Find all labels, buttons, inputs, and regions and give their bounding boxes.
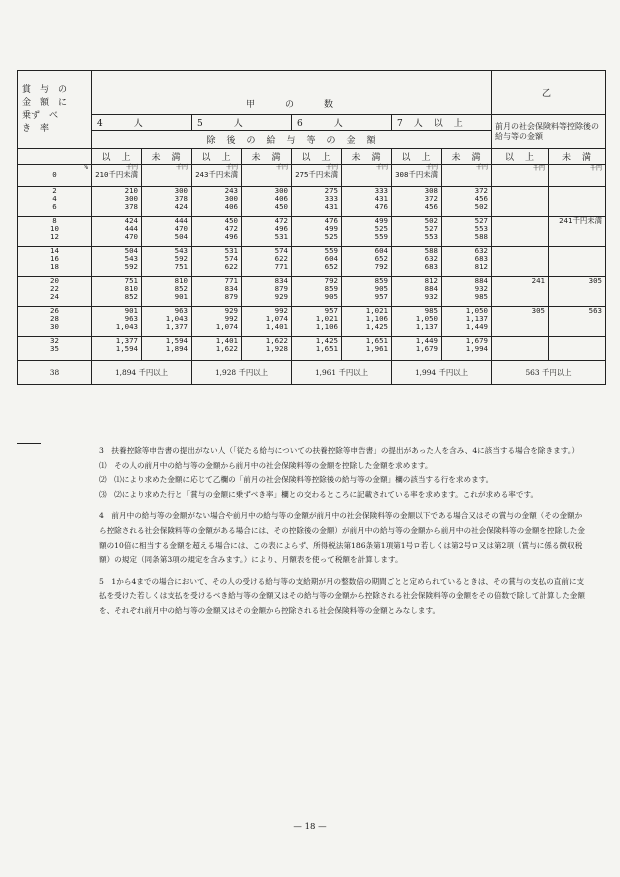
sen-yen-unit: 千円 xyxy=(325,164,338,171)
amount-cell: 333 431 476 xyxy=(342,187,392,217)
col-miman: 未 満 xyxy=(342,149,392,165)
ko-ijou-cell xyxy=(492,277,549,307)
dependents-header: 甲 の 数 xyxy=(92,93,492,115)
amount-cell: 472 496 531 xyxy=(242,217,292,247)
note-5: 5 1から4までの場合において、その人の受ける給与等の支給期が月の整数倍の期間ごとと定められているときは、その賞与の支払の直前に支払を受けた若しくは支払を受けるべき給与等の金額又はその給与等の金額から控除される社会保険料等の金額をその倍数で除して計算した金額を、それぞれ前月中の給与等の金額又はその金額から控除される社会保険料等の金額とみなします。 xyxy=(99,576,585,615)
rate-cell: 26 28 30 xyxy=(18,307,92,337)
amount-cell xyxy=(92,165,142,187)
amount-cell: 929 992 1,074 xyxy=(192,307,242,337)
ko-ijou-cell xyxy=(492,247,549,277)
amount-cell: 1,679 1,994 xyxy=(442,337,492,361)
ko-value: 305 xyxy=(531,306,545,315)
rate-cell: 14 16 18 xyxy=(18,247,92,277)
amount-cell: 543 592 751 xyxy=(142,247,192,277)
note-3-2: ⑵ ⑴により求めた金額に応じて乙欄の「前月の社会保険料等控除後の給与等の金額」欄の該当する行を求めます。 xyxy=(99,475,494,485)
col-ijou: 以 上 xyxy=(392,149,442,165)
amount-cell: 810 852 901 xyxy=(142,277,192,307)
amount-cell: 1,377 1,594 xyxy=(92,337,142,361)
ko-ijou-cell xyxy=(492,217,549,247)
amount-over-cell: 563 千円以上 xyxy=(492,361,606,385)
dependents-7-plus: 7 人 以 上 xyxy=(392,115,492,131)
sen-yen-unit: 千円 xyxy=(590,165,603,172)
note-3: 3 扶養控除等申告書の提出がない人（「従たる給与についての扶養控除等申告書」の提出があった人を含み、4に該当する場合を除きます。） xyxy=(99,446,580,455)
table-row xyxy=(18,165,606,187)
ko-ijou-cell xyxy=(492,165,549,187)
rate-cell: 8 10 12 xyxy=(18,217,92,247)
amount-over-cell: 1,961 千円以上 xyxy=(292,361,392,385)
ko-ijou-cell xyxy=(492,337,549,361)
note-4: 4 前月中の給与等の金額がない場合や前月中の給与等の金額が前月中の社会保険料等の金額以下である場合又はその賞与の金額（その金額から控除される社会保険料等の金額がある場合には、その控除後の金額）が前月中の給与等の金額から前月中の社会保険料等の金額を控除した金額の10倍に相当する金額を超える場合には、この表によらず、所得税法第186条第1項第1号ロ若しくは第2号ロ又は第2項（賞与に係る徴収税額）の規定（同条第3項の規定を含みます。）により、月額表を使って税額を計算します。 xyxy=(99,511,585,565)
amount-cell: 444 470 504 xyxy=(142,217,192,247)
amount-cell: 834 879 929 xyxy=(242,277,292,307)
rate-value: 0 xyxy=(52,170,57,179)
table-row-last xyxy=(18,361,606,385)
percent-unit: % xyxy=(84,164,88,171)
sen-yen-unit: 千円 xyxy=(375,164,388,171)
amount-value: 210千円未満 xyxy=(95,170,138,179)
amount-cell: 499 525 559 xyxy=(342,217,392,247)
deducted-salary-header: 除 後 の 給 与 等 の 金 額 xyxy=(92,131,492,149)
amount-value: 308千円未満 xyxy=(395,170,438,179)
amount-cell xyxy=(292,165,342,187)
amount-cell: 812 884 932 xyxy=(392,277,442,307)
page-number: — 18 — xyxy=(293,822,327,832)
amount-cell: 963 1,043 1,377 xyxy=(142,307,192,337)
amount-cell: 884 932 985 xyxy=(442,277,492,307)
amount-cell: 424 444 470 xyxy=(92,217,142,247)
ko-miman-cell xyxy=(549,337,606,361)
rate-cell xyxy=(18,165,92,187)
ko-ijou-cell xyxy=(492,307,549,337)
table-row xyxy=(18,277,606,307)
amount-cell: 792 859 905 xyxy=(292,277,342,307)
sen-yen-unit: 千円 xyxy=(225,164,238,171)
col-miman: 未 満 xyxy=(442,149,492,165)
rate-header-line: 乗ず べ xyxy=(22,110,59,121)
amount-cell: 588 632 683 xyxy=(392,247,442,277)
amount-cell: 1,622 1,928 xyxy=(242,337,292,361)
ko-value: 241千円未満 xyxy=(559,216,603,225)
table-end-rule xyxy=(17,443,41,444)
dependents-4: 4 人 xyxy=(92,115,192,131)
ko-miman-cell xyxy=(549,165,606,187)
amount-cell: 502 527 553 xyxy=(392,217,442,247)
amount-cell xyxy=(442,165,492,187)
amount-over-cell: 1,894 千円以上 xyxy=(92,361,192,385)
amount-cell: 985 1,050 1,137 xyxy=(392,307,442,337)
note-3-1: ⑴ その人の前月中の給与等の金額から前月中の社会保険料等の金額を控除した金額を求めます。 xyxy=(99,460,433,470)
ko-value: 241 xyxy=(531,276,545,285)
amount-cell: 210 300 378 xyxy=(92,187,142,217)
notes xyxy=(99,444,585,619)
amount-cell xyxy=(142,165,192,187)
amount-cell: 1,021 1,106 1,425 xyxy=(342,307,392,337)
amount-cell: 308 372 456 xyxy=(392,187,442,217)
dependents-5: 5 人 xyxy=(192,115,292,131)
amount-cell: 1,594 1,894 xyxy=(142,337,192,361)
ko-miman-cell xyxy=(549,247,606,277)
amount-cell: 957 1,021 1,106 xyxy=(292,307,342,337)
sen-yen-unit: 千円 xyxy=(425,164,438,171)
amount-cell: 504 543 592 xyxy=(92,247,142,277)
rate-header-line: き 率 xyxy=(22,123,50,134)
table-row xyxy=(18,217,606,247)
amount-over-cell: 1,994 千円以上 xyxy=(392,361,492,385)
table-row xyxy=(18,187,606,217)
amount-cell: 1,050 1,137 1,449 xyxy=(442,307,492,337)
amount-cell: 476 499 525 xyxy=(292,217,342,247)
rate-cell: 20 22 24 xyxy=(18,277,92,307)
rate-header-line: 賞 与 の xyxy=(22,84,68,95)
amount-cell: 243 300 406 xyxy=(192,187,242,217)
amount-value: 275千円未満 xyxy=(295,170,338,179)
ko-miman-cell xyxy=(549,187,606,217)
amount-cell: 450 472 496 xyxy=(192,217,242,247)
amount-cell: 604 652 792 xyxy=(342,247,392,277)
amount-value: 243千円未満 xyxy=(195,170,238,179)
amount-cell: 1,425 1,651 xyxy=(292,337,342,361)
amount-cell: 901 963 1,043 xyxy=(92,307,142,337)
rate-cell: 2 4 6 xyxy=(18,187,92,217)
col-ijou: 以 上 xyxy=(192,149,242,165)
table-row xyxy=(18,337,606,361)
ko-value: 563 xyxy=(588,306,603,315)
note-3-3: ⑶ ⑵により求めた行と「賞与の金額に乗ずべき率」欄との交わるところに記載されている率を求めます。これが求める率です。 xyxy=(99,489,539,499)
ko-header: 乙 xyxy=(492,71,606,115)
rate-column-header xyxy=(18,71,92,149)
amount-cell: 574 622 771 xyxy=(242,247,292,277)
rate-cell: 32 35 xyxy=(18,337,92,361)
col-ijou: 以 上 xyxy=(292,149,342,165)
col-miman: 未 満 xyxy=(142,149,192,165)
sen-yen-unit: 千円 xyxy=(475,164,488,171)
bonus-tax-rate-table xyxy=(17,70,606,385)
ko-miman-cell xyxy=(549,307,606,337)
amount-cell: 1,449 1,679 xyxy=(392,337,442,361)
amount-cell: 531 574 622 xyxy=(192,247,242,277)
sen-yen-unit: 千円 xyxy=(532,165,545,172)
sen-yen-unit: 千円 xyxy=(275,164,288,171)
amount-cell: 992 1,074 1,401 xyxy=(242,307,292,337)
amount-cell: 1,401 1,622 xyxy=(192,337,242,361)
amount-cell: 1,651 1,961 xyxy=(342,337,392,361)
amount-cell: 527 553 588 xyxy=(442,217,492,247)
amount-cell: 300 378 424 xyxy=(142,187,192,217)
amount-cell: 859 905 957 xyxy=(342,277,392,307)
amount-cell xyxy=(392,165,442,187)
col-miman: 未 満 xyxy=(549,149,606,165)
amount-cell: 771 834 879 xyxy=(192,277,242,307)
rate-cell: 38 xyxy=(18,361,92,385)
amount-cell: 300 406 450 xyxy=(242,187,292,217)
amount-cell: 559 604 652 xyxy=(292,247,342,277)
amount-cell: 751 810 852 xyxy=(92,277,142,307)
table-row xyxy=(18,247,606,277)
sen-yen-unit: 千円 xyxy=(175,164,188,171)
ko-ijou-cell xyxy=(492,187,549,217)
amount-cell: 372 456 502 xyxy=(442,187,492,217)
ko-miman-cell xyxy=(549,217,606,247)
col-miman: 未 満 xyxy=(242,149,292,165)
amount-cell: 632 683 812 xyxy=(442,247,492,277)
col-ijou: 以 上 xyxy=(92,149,142,165)
dependents-6: 6 人 xyxy=(292,115,392,131)
amount-cell xyxy=(242,165,292,187)
sen-yen-unit: 千円 xyxy=(125,164,138,171)
ko-value: 305 xyxy=(588,276,603,285)
col-ijou: 以 上 xyxy=(492,149,549,165)
prev-month-header: 前月の社会保険料等控除後の給与等の金額 xyxy=(492,115,606,149)
amount-cell xyxy=(192,165,242,187)
amount-over-cell: 1,928 千円以上 xyxy=(192,361,292,385)
amount-cell: 275 333 431 xyxy=(292,187,342,217)
ko-miman-cell xyxy=(549,277,606,307)
amount-cell xyxy=(342,165,392,187)
rate-header-line: 金 額 に xyxy=(22,97,68,108)
table-row xyxy=(18,307,606,337)
